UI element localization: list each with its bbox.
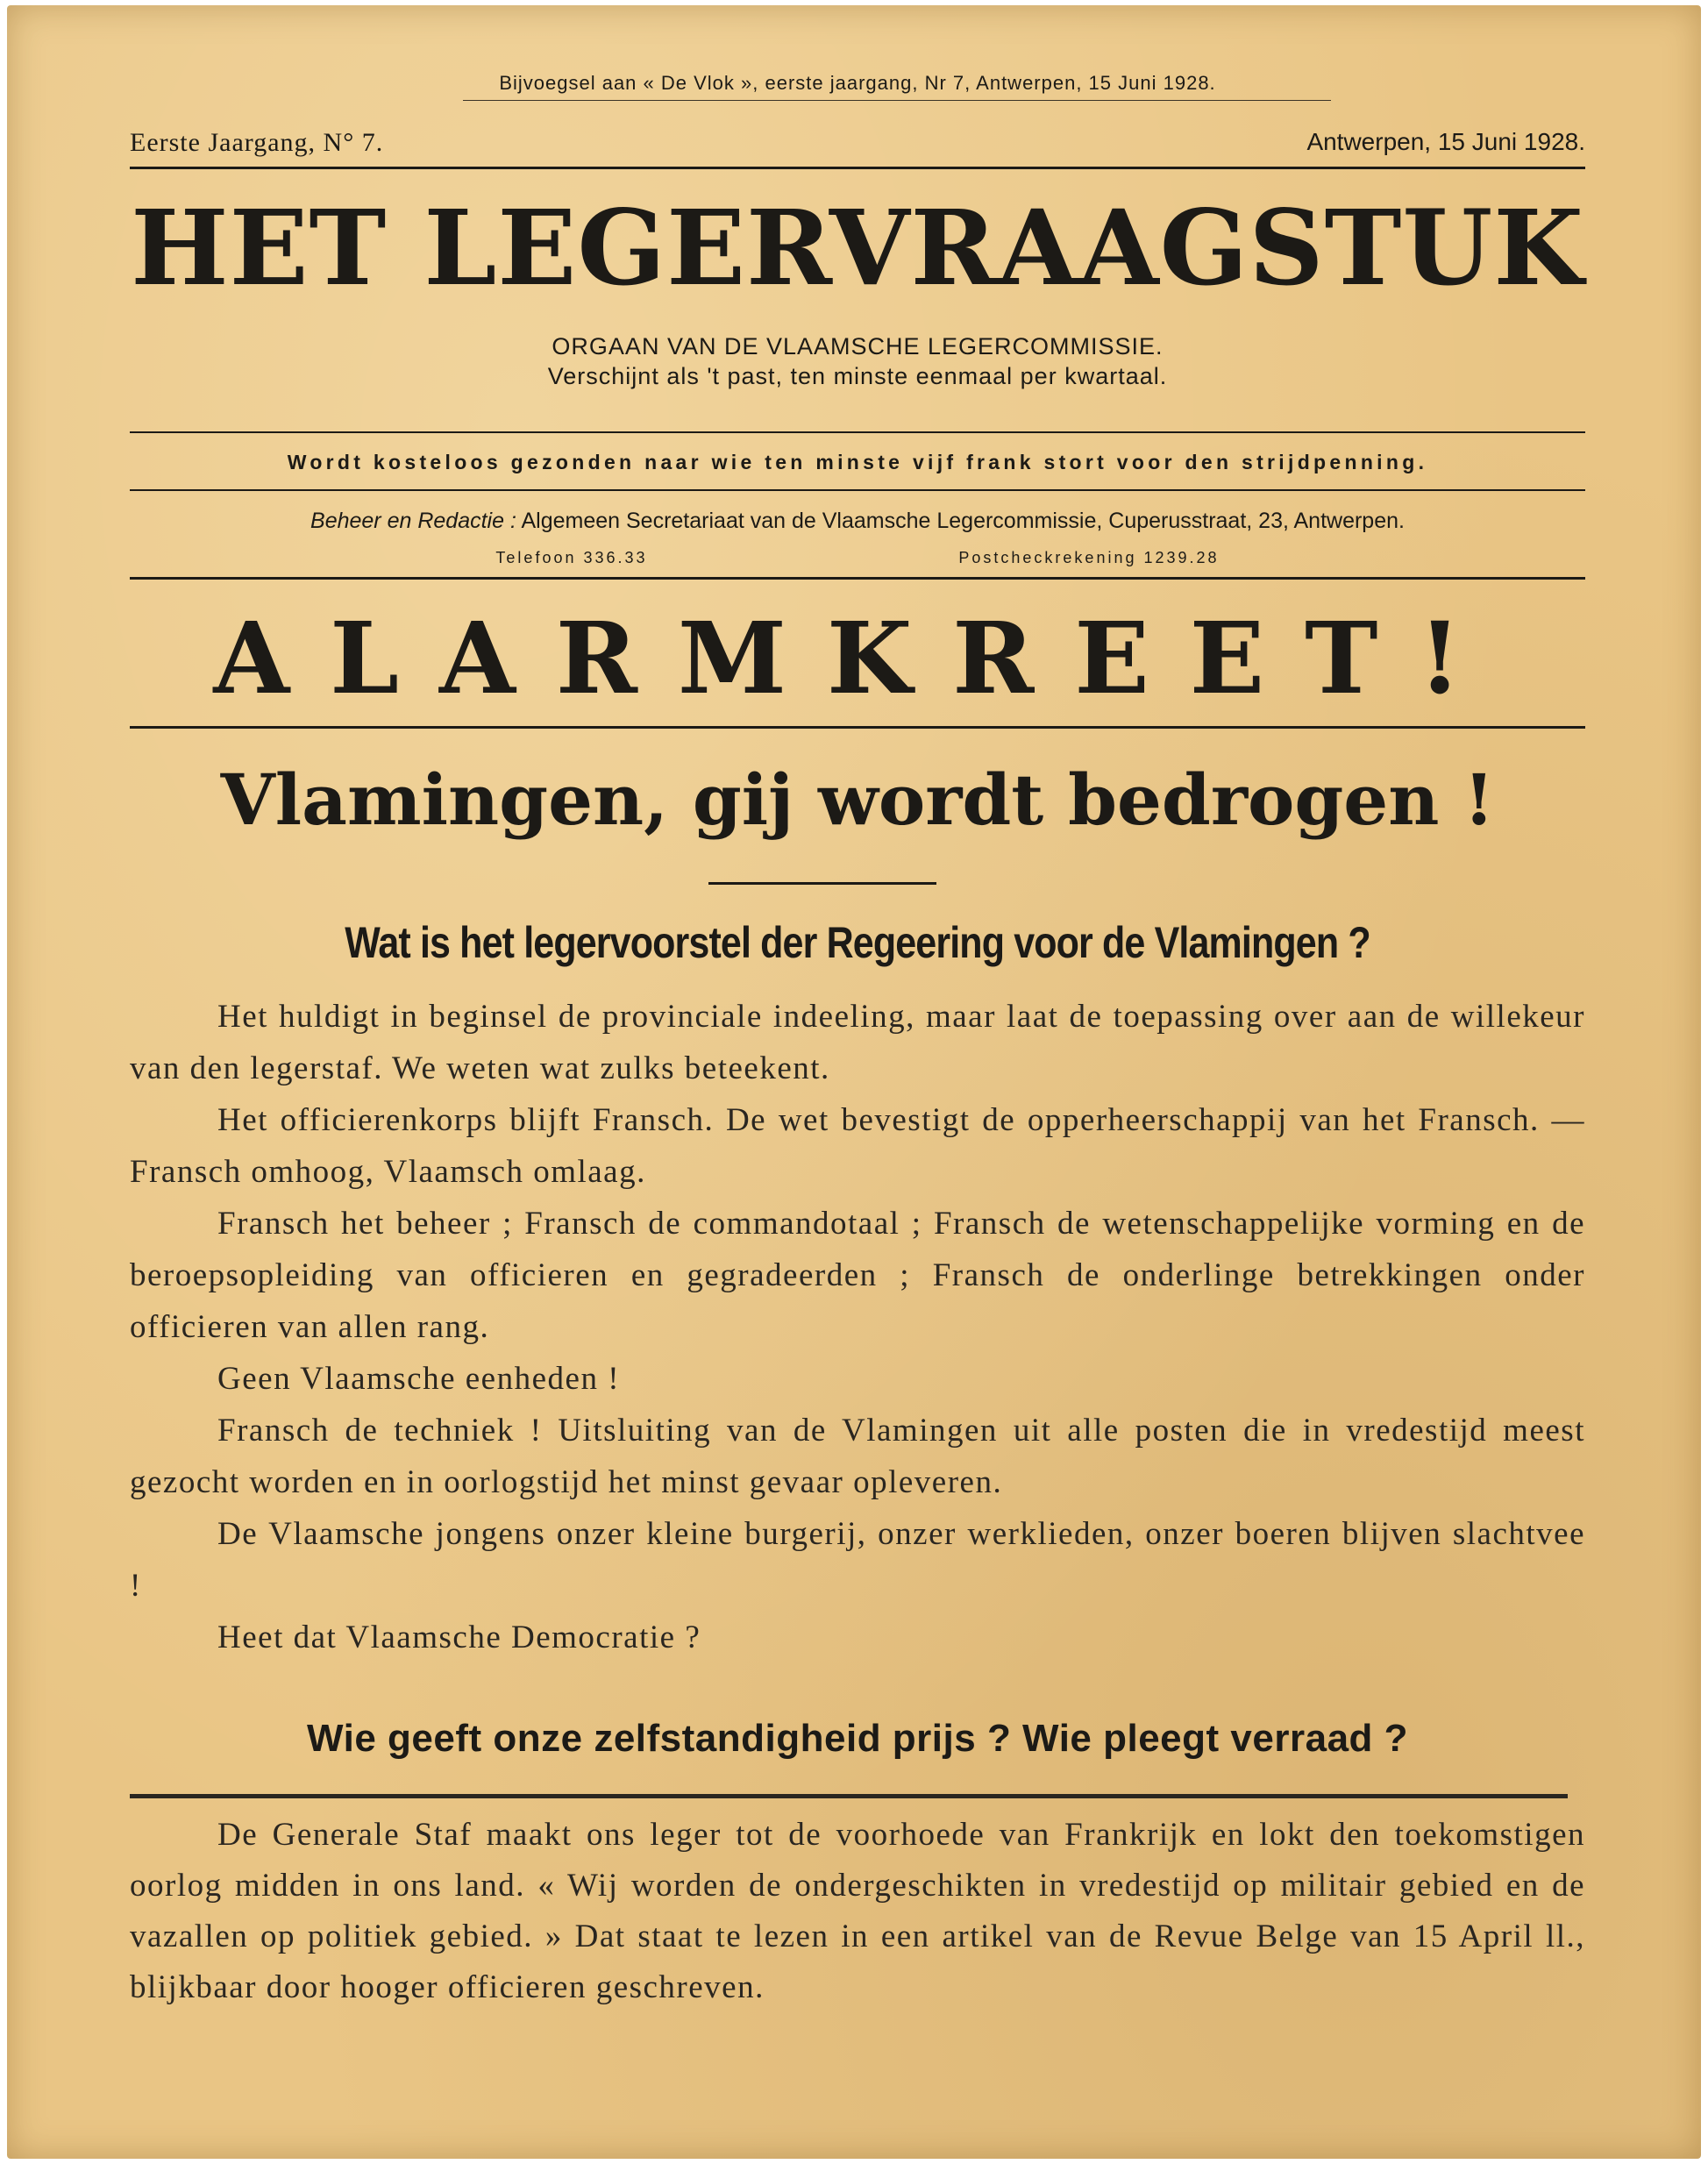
supplement-line: Bijvoegsel aan « De Vlok », eerste jaargang, Nr 7, Antwerpen, 15 Juni 1928.	[499, 72, 1216, 94]
newspaper-page	[7, 5, 1701, 2159]
headline: ALARMKREET!	[213, 602, 1502, 716]
admin-address: Algemeen Secretariaat van de Vlaamsche Legercommissie, Cuperusstraat, 23, Antwerpen.	[521, 509, 1405, 533]
subheadline: Vlamingen, gij wordt bedrogen !	[220, 758, 1495, 841]
closing-paragraph: De Generale Staf maakt ons leger tot de voorhoede van Frankrijk en lokt den toekomstigen oorlog midden in ons land. « Wij worden de ondergeschikten in vredestijd op militair gebied en de vazallen op politiek gebied. » Dat staat te lezen in een artikel van de Revue Belge van 15 April ll., blijkbaar door hooger officieren geschreven.	[130, 1817, 1585, 2005]
masthead-title: HET LEGERVRAAGSTUK	[131, 187, 1584, 309]
organ-line-2: Verschijnt als 't past, ten minste eenmaal per kwartaal.	[547, 363, 1168, 389]
headline-top-rule	[130, 577, 1585, 580]
headline-bottom-rule	[130, 726, 1585, 729]
paragraph: Fransch het beheer ; Fransch de commandotaal ; Fransch de wetenschappelijke vorming en de beroepsopleiding van officieren en gegradeerden ; Fransch de onderlinge betrekkingen onder officieren van allen rang.	[130, 1206, 1585, 1345]
paragraph: Het officierenkorps blijft Fransch. De wet bevestigt de opperheerschappij van het Fransch. — Fransch omhoog, Vlaamsch omlaag.	[130, 1102, 1585, 1190]
postal-account: Postcheckrekening 1239.28	[958, 549, 1220, 566]
contact-line	[130, 549, 1585, 567]
supplement-rule	[463, 100, 1331, 101]
article-body	[130, 991, 1585, 1663]
paragraph: Het huldigt in beginsel de provinciale indeeling, maar laat de toepassing over aan de willekeur van den legerstaf. We weten wat zulks beteekent.	[130, 999, 1585, 1086]
phone-number: Telefoon 336.33	[495, 549, 648, 566]
masthead-top-rule	[130, 167, 1585, 169]
closing-body	[130, 1810, 1585, 2013]
notice-bottom-rule	[130, 489, 1585, 491]
paragraph: De Vlaamsche jongens onzer kleine burgerij, onzer werklieden, onzer boeren blijven slachtvee !	[130, 1516, 1585, 1604]
organ-line-1: ORGAAN VAN DE VLAAMSCHE LEGERCOMMISSIE.	[552, 333, 1164, 359]
question-heading-1: Wat is het legervoorstel der Regeering voor de Vlamingen ?	[345, 918, 1370, 967]
question-heading-2: Wie geeft onze zelfstandigheid prijs ? Wie pleegt verraad ?	[306, 1717, 1409, 1760]
issue-number: Eerste Jaargang, N° 7.	[130, 128, 384, 157]
paragraph: Heet dat Vlaamsche Democratie ?	[217, 1619, 701, 1655]
closing-rule	[130, 1794, 1568, 1798]
organ-subtitle	[130, 331, 1585, 391]
dateline	[130, 128, 1585, 158]
paragraph: Fransch de techniek ! Uitsluiting van de Vlamingen uit alle posten die in vredestijd meest gezocht worden en in oorlogstijd het minst gevaar opleveren.	[130, 1413, 1585, 1500]
notice-top-rule	[130, 431, 1585, 433]
paragraph: Geen Vlaamsche eenheden !	[217, 1361, 621, 1397]
place-date: Antwerpen, 15 Juni 1928.	[1306, 128, 1585, 155]
admin-line	[130, 509, 1585, 534]
short-rule	[708, 882, 936, 885]
free-notice: Wordt kosteloos gezonden naar wie ten minste vijf frank stort voor den strijdpenning.	[287, 451, 1428, 473]
admin-label: Beheer en Redactie :	[310, 509, 516, 533]
